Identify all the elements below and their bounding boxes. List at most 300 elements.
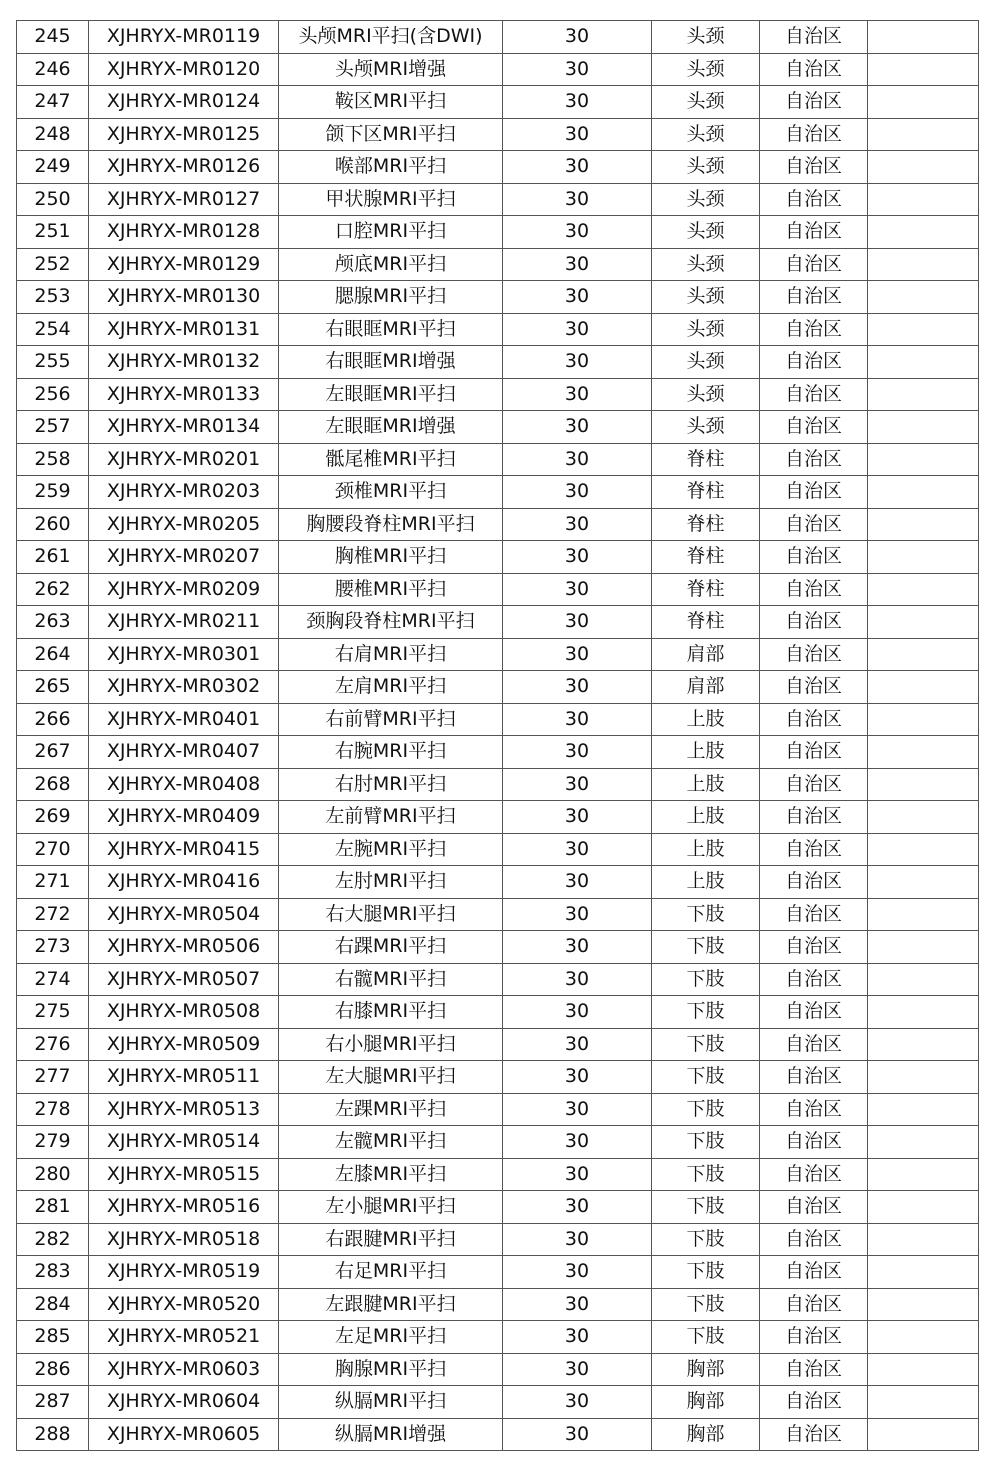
table-row	[17, 216, 979, 249]
table-row	[17, 508, 979, 541]
item-name-cell: 右眼眶MRI增强	[279, 346, 503, 379]
item-code-cell: XJHRYX-MR0507	[89, 963, 279, 996]
value-cell: 30	[503, 443, 652, 476]
note-cell	[868, 1028, 979, 1061]
body-part-cell: 上肢	[652, 703, 760, 736]
note-cell	[868, 313, 979, 346]
note-cell	[868, 1288, 979, 1321]
item-code-cell: XJHRYX-MR0506	[89, 931, 279, 964]
level-cell: 自治区	[760, 866, 868, 899]
item-name-cell: 颈胸段脊柱MRI平扫	[279, 606, 503, 639]
table-row	[17, 768, 979, 801]
level-cell: 自治区	[760, 541, 868, 574]
value-cell: 30	[503, 508, 652, 541]
body-part-cell: 上肢	[652, 801, 760, 834]
item-name-cell: 右踝MRI平扫	[279, 931, 503, 964]
item-code-cell: XJHRYX-MR0409	[89, 801, 279, 834]
item-name-cell: 纵膈MRI增强	[279, 1418, 503, 1451]
item-code-cell: XJHRYX-MR0125	[89, 118, 279, 151]
note-cell	[868, 346, 979, 379]
table-row	[17, 21, 979, 54]
body-part-cell: 下肢	[652, 1223, 760, 1256]
body-part-cell: 头颈	[652, 216, 760, 249]
table-row	[17, 931, 979, 964]
level-cell: 自治区	[760, 216, 868, 249]
row-number-cell: 283	[17, 1256, 89, 1289]
level-cell: 自治区	[760, 931, 868, 964]
value-cell: 30	[503, 281, 652, 314]
item-name-cell: 甲状腺MRI平扫	[279, 183, 503, 216]
row-number-cell: 264	[17, 638, 89, 671]
row-number-cell: 281	[17, 1191, 89, 1224]
level-cell: 自治区	[760, 1386, 868, 1419]
item-code-cell: XJHRYX-MR0133	[89, 378, 279, 411]
body-part-cell: 胸部	[652, 1386, 760, 1419]
level-cell: 自治区	[760, 281, 868, 314]
item-name-cell: 左大腿MRI平扫	[279, 1061, 503, 1094]
note-cell	[868, 1256, 979, 1289]
note-cell	[868, 1061, 979, 1094]
level-cell: 自治区	[760, 118, 868, 151]
note-cell	[868, 638, 979, 671]
body-part-cell: 脊柱	[652, 443, 760, 476]
table-row	[17, 411, 979, 444]
value-cell: 30	[503, 21, 652, 54]
row-number-cell: 256	[17, 378, 89, 411]
note-cell	[868, 378, 979, 411]
body-part-cell: 头颈	[652, 86, 760, 119]
row-number-cell: 286	[17, 1353, 89, 1386]
value-cell: 30	[503, 1093, 652, 1126]
note-cell	[868, 1223, 979, 1256]
level-cell: 自治区	[760, 1191, 868, 1224]
level-cell: 自治区	[760, 248, 868, 281]
value-cell: 30	[503, 248, 652, 281]
row-number-cell: 246	[17, 53, 89, 86]
level-cell: 自治区	[760, 86, 868, 119]
note-cell	[868, 86, 979, 119]
item-code-cell: XJHRYX-MR0120	[89, 53, 279, 86]
body-part-cell: 脊柱	[652, 541, 760, 574]
row-number-cell: 273	[17, 931, 89, 964]
table-row	[17, 1321, 979, 1354]
body-part-cell: 脊柱	[652, 606, 760, 639]
table-row	[17, 1256, 979, 1289]
level-cell: 自治区	[760, 1321, 868, 1354]
value-cell: 30	[503, 996, 652, 1029]
item-name-cell: 右小腿MRI平扫	[279, 1028, 503, 1061]
item-name-cell: 颈椎MRI平扫	[279, 476, 503, 509]
item-code-cell: XJHRYX-MR0515	[89, 1158, 279, 1191]
item-code-cell: XJHRYX-MR0126	[89, 151, 279, 184]
note-cell	[868, 1353, 979, 1386]
body-part-cell: 下肢	[652, 931, 760, 964]
value-cell: 30	[503, 898, 652, 931]
body-part-cell: 头颈	[652, 378, 760, 411]
body-part-cell: 下肢	[652, 1028, 760, 1061]
item-code-cell: XJHRYX-MR0128	[89, 216, 279, 249]
item-code-cell: XJHRYX-MR0516	[89, 1191, 279, 1224]
level-cell: 自治区	[760, 703, 868, 736]
value-cell: 30	[503, 801, 652, 834]
row-number-cell: 278	[17, 1093, 89, 1126]
body-part-cell: 下肢	[652, 1321, 760, 1354]
item-code-cell: XJHRYX-MR0514	[89, 1126, 279, 1159]
level-cell: 自治区	[760, 736, 868, 769]
level-cell: 自治区	[760, 963, 868, 996]
level-cell: 自治区	[760, 476, 868, 509]
item-name-cell: 左肩MRI平扫	[279, 671, 503, 704]
row-number-cell: 279	[17, 1126, 89, 1159]
item-name-cell: 左腕MRI平扫	[279, 833, 503, 866]
item-code-cell: XJHRYX-MR0211	[89, 606, 279, 639]
row-number-cell: 271	[17, 866, 89, 899]
row-number-cell: 248	[17, 118, 89, 151]
row-number-cell: 253	[17, 281, 89, 314]
row-number-cell: 269	[17, 801, 89, 834]
row-number-cell: 261	[17, 541, 89, 574]
body-part-cell: 上肢	[652, 736, 760, 769]
level-cell: 自治区	[760, 1061, 868, 1094]
note-cell	[868, 606, 979, 639]
item-name-cell: 左膝MRI平扫	[279, 1158, 503, 1191]
level-cell: 自治区	[760, 671, 868, 704]
value-cell: 30	[503, 963, 652, 996]
item-code-cell: XJHRYX-MR0203	[89, 476, 279, 509]
table-row	[17, 1353, 979, 1386]
table-row	[17, 118, 979, 151]
value-cell: 30	[503, 346, 652, 379]
item-code-cell: XJHRYX-MR0132	[89, 346, 279, 379]
item-name-cell: 胸腰段脊柱MRI平扫	[279, 508, 503, 541]
row-number-cell: 251	[17, 216, 89, 249]
item-code-cell: XJHRYX-MR0130	[89, 281, 279, 314]
value-cell: 30	[503, 931, 652, 964]
item-code-cell: XJHRYX-MR0415	[89, 833, 279, 866]
note-cell	[868, 53, 979, 86]
value-cell: 30	[503, 86, 652, 119]
item-code-cell: XJHRYX-MR0209	[89, 573, 279, 606]
row-number-cell: 272	[17, 898, 89, 931]
table-row	[17, 281, 979, 314]
item-name-cell: 右腕MRI平扫	[279, 736, 503, 769]
row-number-cell: 245	[17, 21, 89, 54]
item-name-cell: 左小腿MRI平扫	[279, 1191, 503, 1224]
row-number-cell: 254	[17, 313, 89, 346]
value-cell: 30	[503, 1223, 652, 1256]
item-name-cell: 右眼眶MRI平扫	[279, 313, 503, 346]
value-cell: 30	[503, 736, 652, 769]
body-part-cell: 脊柱	[652, 476, 760, 509]
row-number-cell: 266	[17, 703, 89, 736]
item-name-cell: 头颅MRI增强	[279, 53, 503, 86]
body-part-cell: 头颈	[652, 21, 760, 54]
body-part-cell: 头颈	[652, 118, 760, 151]
body-part-cell: 下肢	[652, 1288, 760, 1321]
body-part-cell: 下肢	[652, 1126, 760, 1159]
body-part-cell: 脊柱	[652, 508, 760, 541]
value-cell: 30	[503, 1353, 652, 1386]
table-row	[17, 866, 979, 899]
exam-item-table-container	[16, 20, 978, 1451]
item-code-cell: XJHRYX-MR0119	[89, 21, 279, 54]
item-name-cell: 口腔MRI平扫	[279, 216, 503, 249]
level-cell: 自治区	[760, 768, 868, 801]
item-name-cell: 右前臂MRI平扫	[279, 703, 503, 736]
value-cell: 30	[503, 151, 652, 184]
item-name-cell: 右肘MRI平扫	[279, 768, 503, 801]
row-number-cell: 250	[17, 183, 89, 216]
note-cell	[868, 1321, 979, 1354]
table-row	[17, 1028, 979, 1061]
item-code-cell: XJHRYX-MR0513	[89, 1093, 279, 1126]
level-cell: 自治区	[760, 53, 868, 86]
level-cell: 自治区	[760, 1126, 868, 1159]
table-row	[17, 541, 979, 574]
table-row	[17, 346, 979, 379]
note-cell	[868, 1418, 979, 1451]
note-cell	[868, 1093, 979, 1126]
table-row	[17, 1061, 979, 1094]
note-cell	[868, 996, 979, 1029]
row-number-cell: 263	[17, 606, 89, 639]
level-cell: 自治区	[760, 1256, 868, 1289]
level-cell: 自治区	[760, 21, 868, 54]
item-name-cell: 左跟腱MRI平扫	[279, 1288, 503, 1321]
table-row	[17, 638, 979, 671]
note-cell	[868, 541, 979, 574]
level-cell: 自治区	[760, 638, 868, 671]
note-cell	[868, 1191, 979, 1224]
item-name-cell: 纵膈MRI平扫	[279, 1386, 503, 1419]
row-number-cell: 265	[17, 671, 89, 704]
table-row	[17, 1191, 979, 1224]
body-part-cell: 上肢	[652, 768, 760, 801]
table-row	[17, 183, 979, 216]
exam-item-table	[16, 20, 979, 1451]
row-number-cell: 270	[17, 833, 89, 866]
row-number-cell: 280	[17, 1158, 89, 1191]
value-cell: 30	[503, 118, 652, 151]
item-code-cell: XJHRYX-MR0302	[89, 671, 279, 704]
table-row	[17, 248, 979, 281]
value-cell: 30	[503, 1028, 652, 1061]
item-code-cell: XJHRYX-MR0401	[89, 703, 279, 736]
item-code-cell: XJHRYX-MR0129	[89, 248, 279, 281]
value-cell: 30	[503, 1386, 652, 1419]
item-name-cell: 左前臂MRI平扫	[279, 801, 503, 834]
body-part-cell: 头颈	[652, 151, 760, 184]
note-cell	[868, 768, 979, 801]
value-cell: 30	[503, 1191, 652, 1224]
value-cell: 30	[503, 638, 652, 671]
body-part-cell: 头颈	[652, 248, 760, 281]
table-row	[17, 1093, 979, 1126]
note-cell	[868, 151, 979, 184]
level-cell: 自治区	[760, 606, 868, 639]
note-cell	[868, 931, 979, 964]
value-cell: 30	[503, 866, 652, 899]
value-cell: 30	[503, 1061, 652, 1094]
item-name-cell: 胸腺MRI平扫	[279, 1353, 503, 1386]
item-code-cell: XJHRYX-MR0416	[89, 866, 279, 899]
level-cell: 自治区	[760, 801, 868, 834]
row-number-cell: 285	[17, 1321, 89, 1354]
table-row	[17, 996, 979, 1029]
table-row	[17, 736, 979, 769]
value-cell: 30	[503, 1288, 652, 1321]
level-cell: 自治区	[760, 1353, 868, 1386]
level-cell: 自治区	[760, 411, 868, 444]
value-cell: 30	[503, 476, 652, 509]
level-cell: 自治区	[760, 1418, 868, 1451]
value-cell: 30	[503, 313, 652, 346]
note-cell	[868, 443, 979, 476]
value-cell: 30	[503, 183, 652, 216]
level-cell: 自治区	[760, 898, 868, 931]
item-name-cell: 颅底MRI平扫	[279, 248, 503, 281]
table-row	[17, 573, 979, 606]
row-number-cell: 276	[17, 1028, 89, 1061]
row-number-cell: 255	[17, 346, 89, 379]
item-name-cell: 右髋MRI平扫	[279, 963, 503, 996]
value-cell: 30	[503, 1418, 652, 1451]
row-number-cell: 288	[17, 1418, 89, 1451]
row-number-cell: 284	[17, 1288, 89, 1321]
row-number-cell: 282	[17, 1223, 89, 1256]
note-cell	[868, 1386, 979, 1419]
item-code-cell: XJHRYX-MR0521	[89, 1321, 279, 1354]
note-cell	[868, 1158, 979, 1191]
value-cell: 30	[503, 1158, 652, 1191]
note-cell	[868, 573, 979, 606]
row-number-cell: 274	[17, 963, 89, 996]
item-name-cell: 头颅MRI平扫(含DWI)	[279, 21, 503, 54]
row-number-cell: 260	[17, 508, 89, 541]
table-row	[17, 671, 979, 704]
item-name-cell: 胸椎MRI平扫	[279, 541, 503, 574]
item-name-cell: 左踝MRI平扫	[279, 1093, 503, 1126]
body-part-cell: 头颈	[652, 346, 760, 379]
table-row	[17, 801, 979, 834]
body-part-cell: 胸部	[652, 1353, 760, 1386]
note-cell	[868, 216, 979, 249]
level-cell: 自治区	[760, 1288, 868, 1321]
table-row	[17, 963, 979, 996]
item-code-cell: XJHRYX-MR0207	[89, 541, 279, 574]
level-cell: 自治区	[760, 443, 868, 476]
item-name-cell: 左眼眶MRI增强	[279, 411, 503, 444]
table-row	[17, 151, 979, 184]
table-row	[17, 1418, 979, 1451]
item-code-cell: XJHRYX-MR0205	[89, 508, 279, 541]
level-cell: 自治区	[760, 313, 868, 346]
table-row	[17, 476, 979, 509]
item-name-cell: 左髋MRI平扫	[279, 1126, 503, 1159]
item-code-cell: XJHRYX-MR0127	[89, 183, 279, 216]
item-code-cell: XJHRYX-MR0124	[89, 86, 279, 119]
table-row	[17, 1158, 979, 1191]
level-cell: 自治区	[760, 508, 868, 541]
row-number-cell: 259	[17, 476, 89, 509]
note-cell	[868, 801, 979, 834]
body-part-cell: 下肢	[652, 1158, 760, 1191]
item-name-cell: 右大腿MRI平扫	[279, 898, 503, 931]
row-number-cell: 267	[17, 736, 89, 769]
note-cell	[868, 833, 979, 866]
item-name-cell: 喉部MRI平扫	[279, 151, 503, 184]
row-number-cell: 268	[17, 768, 89, 801]
body-part-cell: 肩部	[652, 671, 760, 704]
value-cell: 30	[503, 541, 652, 574]
table-row	[17, 898, 979, 931]
level-cell: 自治区	[760, 1028, 868, 1061]
note-cell	[868, 898, 979, 931]
table-row	[17, 1288, 979, 1321]
table-row	[17, 606, 979, 639]
item-name-cell: 左眼眶MRI平扫	[279, 378, 503, 411]
value-cell: 30	[503, 573, 652, 606]
level-cell: 自治区	[760, 996, 868, 1029]
row-number-cell: 252	[17, 248, 89, 281]
level-cell: 自治区	[760, 151, 868, 184]
item-name-cell: 右膝MRI平扫	[279, 996, 503, 1029]
level-cell: 自治区	[760, 183, 868, 216]
value-cell: 30	[503, 411, 652, 444]
item-code-cell: XJHRYX-MR0134	[89, 411, 279, 444]
level-cell: 自治区	[760, 1158, 868, 1191]
table-row	[17, 313, 979, 346]
body-part-cell: 下肢	[652, 996, 760, 1029]
item-code-cell: XJHRYX-MR0301	[89, 638, 279, 671]
level-cell: 自治区	[760, 378, 868, 411]
note-cell	[868, 21, 979, 54]
item-code-cell: XJHRYX-MR0519	[89, 1256, 279, 1289]
table-body	[17, 21, 979, 1451]
note-cell	[868, 411, 979, 444]
table-row	[17, 1386, 979, 1419]
item-name-cell: 鞍区MRI平扫	[279, 86, 503, 119]
note-cell	[868, 963, 979, 996]
table-row	[17, 378, 979, 411]
note-cell	[868, 736, 979, 769]
body-part-cell: 头颈	[652, 53, 760, 86]
body-part-cell: 下肢	[652, 1093, 760, 1126]
note-cell	[868, 671, 979, 704]
table-row	[17, 53, 979, 86]
value-cell: 30	[503, 53, 652, 86]
item-code-cell: XJHRYX-MR0603	[89, 1353, 279, 1386]
item-name-cell: 腰椎MRI平扫	[279, 573, 503, 606]
body-part-cell: 脊柱	[652, 573, 760, 606]
value-cell: 30	[503, 378, 652, 411]
value-cell: 30	[503, 606, 652, 639]
row-number-cell: 277	[17, 1061, 89, 1094]
table-row	[17, 703, 979, 736]
table-row	[17, 86, 979, 119]
level-cell: 自治区	[760, 833, 868, 866]
item-code-cell: XJHRYX-MR0508	[89, 996, 279, 1029]
table-row	[17, 833, 979, 866]
level-cell: 自治区	[760, 346, 868, 379]
body-part-cell: 上肢	[652, 866, 760, 899]
value-cell: 30	[503, 1321, 652, 1354]
value-cell: 30	[503, 703, 652, 736]
body-part-cell: 下肢	[652, 1256, 760, 1289]
table-row	[17, 443, 979, 476]
table-row	[17, 1126, 979, 1159]
level-cell: 自治区	[760, 1223, 868, 1256]
